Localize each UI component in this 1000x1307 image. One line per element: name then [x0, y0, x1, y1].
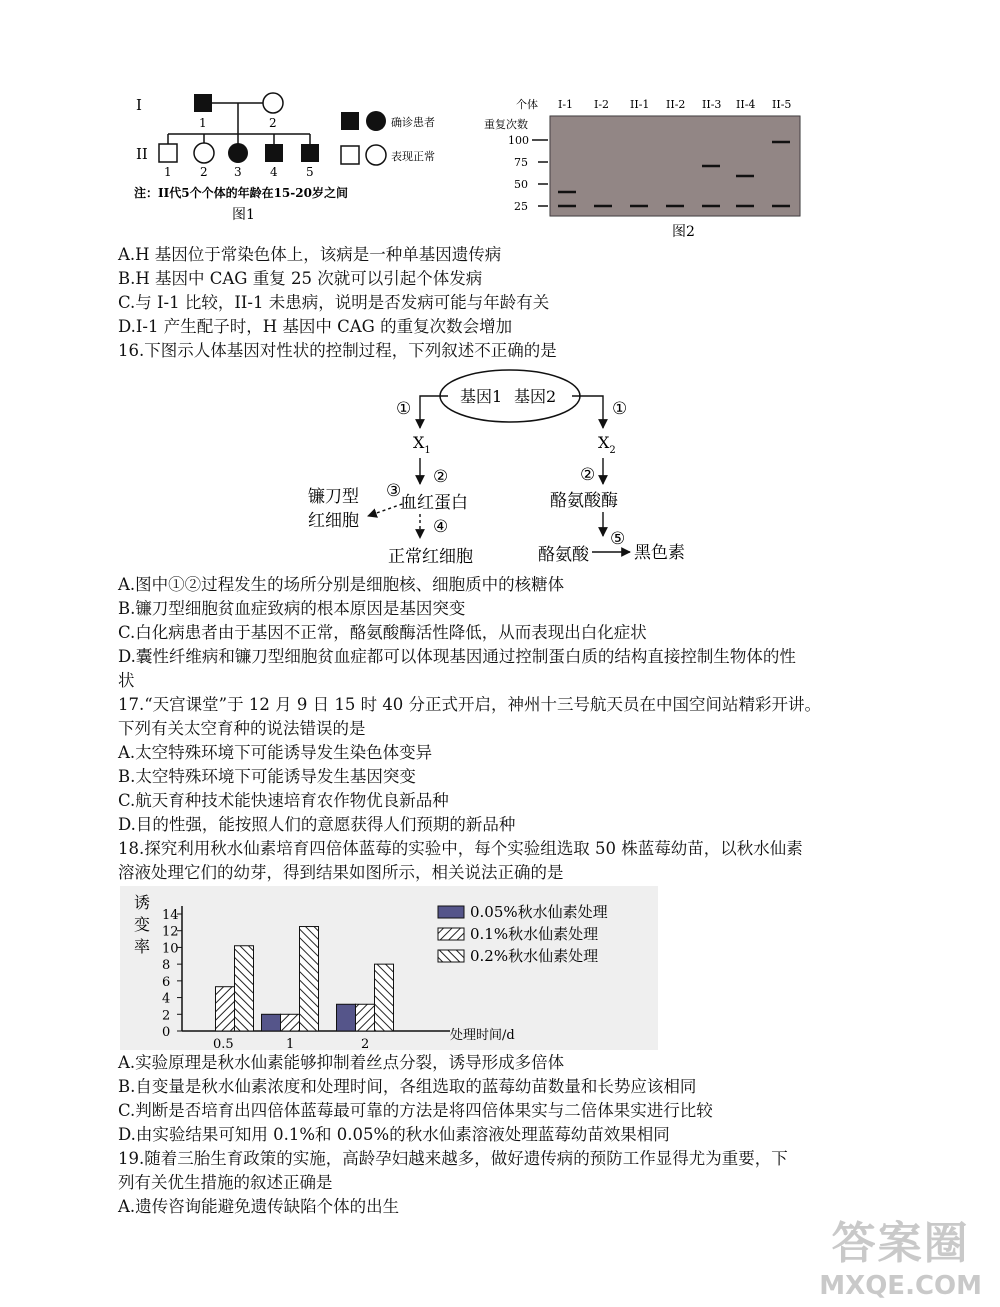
q19-option-a: A.遗传咨询能避免遗传缺陷个体的出生 — [118, 1197, 400, 1216]
legend-normal-female — [366, 145, 386, 165]
tyrosinase-label: 酪氨酸酶 — [550, 491, 618, 511]
legend-affected-female — [366, 111, 386, 131]
q17-option-d: D.目的性强，能按照人们的意愿获得人们预期的新品种 — [118, 815, 516, 834]
y-tick-label: 12 — [162, 924, 179, 940]
pedigree-num-II-2: 2 — [200, 165, 208, 179]
tick-100: 100 — [508, 134, 529, 147]
lane-label-II-4: II-4 — [736, 98, 756, 111]
legend-label-0.05: 0.05%秋水仙素处理 — [470, 903, 608, 921]
legend-label-0.1: 0.1%秋水仙素处理 — [470, 925, 599, 943]
step1-right: ① — [612, 399, 628, 419]
legend-affected-male — [341, 112, 359, 130]
pedigree-I-1 — [194, 94, 212, 112]
pedigree-II-2 — [194, 143, 214, 163]
legend-swatch-0.05 — [438, 906, 464, 918]
sickle-cell-line1: 镰刀型 — [308, 487, 359, 507]
pedigree-II-5 — [301, 144, 319, 162]
legend-swatch-0.1 — [438, 928, 464, 940]
q19-stem-cont: 列有关优生措施的叙述正确是 — [118, 1173, 333, 1192]
pedigree-num-II-1: 1 — [164, 165, 172, 179]
tick-25: 25 — [514, 200, 528, 213]
pedigree-II-3 — [228, 143, 248, 163]
pedigree-I-2 — [263, 93, 283, 113]
bar-1-series-2 — [281, 1014, 300, 1031]
step1-left: ① — [396, 399, 412, 419]
electrophoresis-figure — [478, 96, 808, 241]
pedigree-note: 注：II代5个个体的年龄在15-20岁之间 — [134, 186, 348, 200]
gene-control-diagram — [300, 366, 720, 570]
sickle-cell-line2: 红细胞 — [308, 511, 359, 531]
normal-rbc-label: 正常红细胞 — [388, 547, 473, 567]
lane-label-II-2: II-2 — [666, 98, 686, 111]
q19-stem: 19.随着三胎生育政策的实施，高龄孕妇越来越多，做好遗传病的预防工作显得尤为重要，下 — [118, 1149, 788, 1168]
bar-1-series-3 — [300, 927, 319, 1031]
generation-label-II: II — [136, 145, 148, 163]
q18-option-b: B.自变量是秋水仙素浓度和处理时间，各组选取的蓝莓幼苗数量和长势应该相同 — [118, 1077, 697, 1096]
legend-label-0.2: 0.2%秋水仙素处理 — [470, 947, 599, 965]
q18-option-d: D.由实验结果可知用 0.1%和 0.05%的秋水仙素溶液处理蓝莓幼苗效果相同 — [118, 1125, 670, 1144]
q15-option-b: B.H 基因中 CAG 重复 25 次就可以引起个体发病 — [118, 269, 483, 288]
q15-option-d: D.I-1 产生配子时，H 基因中 CAG 的重复次数会增加 — [118, 317, 513, 336]
step4: ④ — [433, 517, 449, 537]
bar-2-series-1 — [337, 1004, 356, 1031]
q16-stem: 16.下图示人体基因对性状的控制过程，下列叙述不正确的是 — [118, 341, 557, 360]
lane-label-II-1: II-1 — [630, 98, 650, 111]
repeat-count-label: 重复次数 — [484, 118, 528, 131]
bar-1-series-1 — [262, 1014, 281, 1031]
q18-stem: 18.探究利用秋水仙素培育四倍体蓝莓的实验中，每个实验组选取 50 株蓝莓幼苗，以秋水仙素 — [118, 839, 803, 858]
q18-option-c: C.判断是否培育出四倍体蓝莓最可靠的方法是将四倍体果实与二倍体果实进行比较 — [118, 1101, 713, 1120]
y-tick-label: 14 — [162, 908, 179, 923]
q18-stem-cont: 溶液处理它们的幼芽，得到结果如图所示，相关说法正确的是 — [118, 863, 564, 882]
legend-swatch-0.2 — [438, 950, 464, 962]
q17-option-a: A.太空特殊环境下可能诱导发生染色体变异 — [118, 743, 433, 762]
y-tick-label: 2 — [162, 1008, 171, 1024]
bar-0.5-series-2 — [216, 987, 235, 1031]
q15-option-a: A.H 基因位于常染色体上，该病是一种单基因遗传病 — [118, 245, 502, 264]
generation-label-I: I — [136, 96, 142, 114]
y-tick-label: 8 — [162, 958, 171, 974]
pedigree-figure — [128, 86, 458, 226]
x2-label: $X_2$ — [598, 433, 616, 456]
tyrosine-label: 酪氨酸 — [538, 545, 589, 565]
q17-stem: 17.“天宫课堂”于 12 月 9 日 15 时 40 分正式开启，神州十三号航天员在中国空间站精彩开讲。 — [118, 695, 822, 714]
bar-2-series-3 — [375, 964, 394, 1031]
legend-affected-label: 确诊患者 — [391, 116, 435, 129]
watermark — [819, 1207, 982, 1301]
pedigree-II-4 — [265, 144, 283, 162]
lane-label-I-1: I-1 — [558, 98, 574, 111]
q17-stem-cont: 下列有关太空育种的说法错误的是 — [118, 719, 366, 738]
figure-2-caption: 图2 — [672, 224, 695, 240]
lane-label-I-2: I-2 — [594, 98, 610, 111]
gene1-label: 基因1 — [460, 387, 503, 406]
watermark-brand: 答案圈 — [831, 1218, 970, 1269]
lane-label-II-5: II-5 — [772, 98, 792, 111]
y-tick-label: 0 — [162, 1025, 171, 1040]
legend-normal-male — [341, 146, 359, 164]
lane-label-II-3: II-3 — [702, 98, 722, 111]
step3: ③ — [386, 481, 402, 501]
bar-0.5-series-3 — [235, 946, 254, 1031]
y-tick-label: 6 — [162, 974, 171, 990]
individual-header: 个体 — [516, 98, 538, 111]
pedigree-II-1 — [159, 144, 177, 162]
step2-right: ② — [580, 465, 596, 485]
q17-option-c: C.航天育种技术能快速培育农作物优良新品种 — [118, 791, 449, 810]
step2-left: ② — [433, 467, 449, 487]
y-tick-label: 10 — [162, 941, 179, 957]
legend-normal-label: 表现正常 — [391, 150, 435, 163]
q15-option-c: C.与 I-1 比较，II-1 未患病，说明是否发病可能与年龄有关 — [118, 293, 550, 312]
pedigree-num-II-4: 4 — [270, 165, 278, 179]
watermark-site: MXQE.COM — [819, 1271, 982, 1301]
x-tick-label: 2 — [361, 1037, 370, 1050]
tick-75: 75 — [514, 156, 528, 169]
y-tick-label: 4 — [162, 991, 171, 1007]
step5: ⑤ — [610, 529, 626, 549]
q16-option-d: D.囊性纤维病和镰刀型细胞贫血症都可以体现基因通过控制蛋白质的结构直接控制生物体的性 — [118, 647, 796, 666]
q16-option-c: C.白化病患者由于基因不正常，酪氨酸酶活性降低，从而表现出白化症状 — [118, 623, 647, 642]
pedigree-num-I-1: 1 — [199, 116, 207, 130]
gene2-label: 基因2 — [514, 387, 557, 406]
q16-option-d-cont: 状 — [118, 671, 135, 690]
q16-option-b: B.镰刀型细胞贫血症致病的根本原因是基因突变 — [118, 599, 466, 618]
x-tick-label: 1 — [286, 1037, 295, 1050]
x1-label: $X_1$ — [413, 433, 431, 456]
melanin-label: 黑色素 — [634, 543, 685, 563]
y-axis-title-3: 率 — [134, 937, 151, 956]
hemoglobin-label: 血红蛋白 — [400, 493, 468, 513]
y-axis-title-2: 变 — [134, 915, 151, 934]
q17-option-b: B.太空特殊环境下可能诱导发生基因突变 — [118, 767, 416, 786]
mutation-rate-chart — [120, 886, 658, 1050]
q16-option-a: A.图中①②过程发生的场所分别是细胞核、细胞质中的核糖体 — [118, 575, 565, 594]
y-axis-title-1: 诱 — [134, 893, 151, 912]
q18-option-a: A.实验原理是秋水仙素能够抑制着丝点分裂，诱导形成多倍体 — [118, 1053, 565, 1072]
x-tick-label: 0.5 — [213, 1037, 234, 1050]
tick-50: 50 — [514, 178, 528, 191]
x-axis-title: 处理时间/d — [450, 1028, 515, 1043]
pedigree-num-I-2: 2 — [269, 116, 277, 130]
pedigree-num-II-5: 5 — [306, 165, 314, 179]
pedigree-num-II-3: 3 — [234, 165, 242, 179]
figure-1-caption: 图1 — [232, 207, 255, 223]
bar-2-series-2 — [356, 1004, 375, 1031]
